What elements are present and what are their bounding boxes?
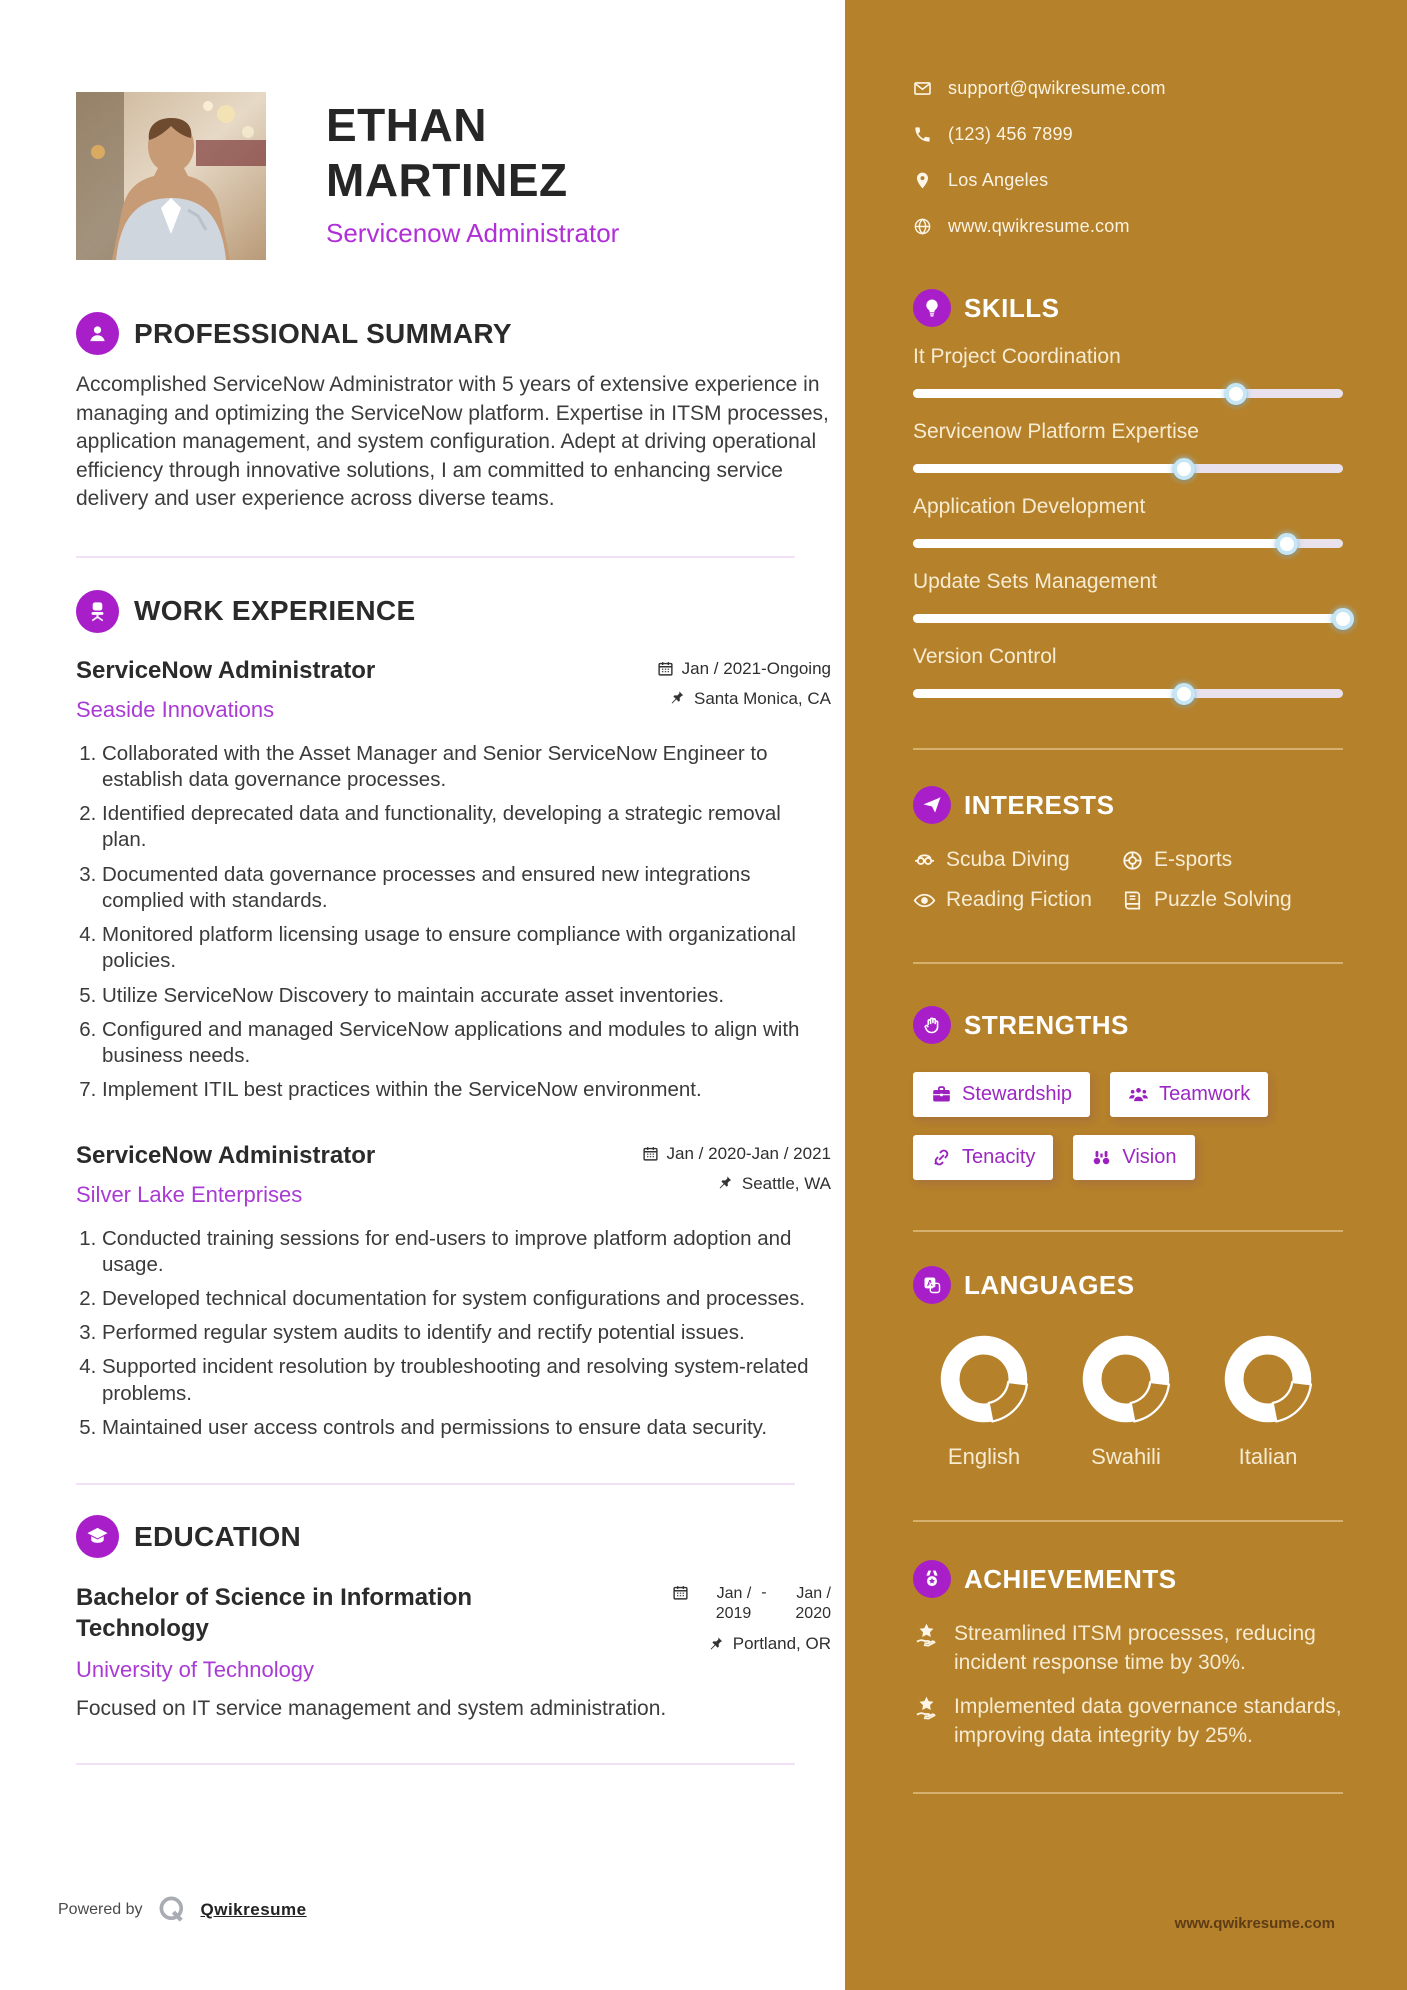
language-item (1055, 1332, 1197, 1470)
candidate-name: ETHAN MARTINEZ (326, 99, 568, 207)
job-bullet: 5. Utilize ServiceNow Discovery to maintain accurate asset inventories. (102, 983, 811, 1009)
skill-slider[interactable] (913, 389, 1343, 398)
q-logo-icon (155, 1893, 189, 1927)
svg-text:A: A (926, 1277, 933, 1288)
language-item (913, 1332, 1055, 1470)
slider-fill (913, 464, 1184, 473)
skills-heading: SKILLS (964, 292, 1060, 323)
date-separator: - (761, 1584, 767, 1602)
slider-fill (913, 389, 1236, 398)
languages-heading: LANGUAGES (964, 1269, 1135, 1300)
interest-item (1121, 848, 1343, 872)
strength-chip (913, 1072, 1090, 1117)
job-bullet: 5. Maintained user access controls and permissions to ensure data security. (102, 1415, 811, 1441)
language-item (1197, 1332, 1339, 1470)
interests-list (913, 848, 1343, 912)
slider-fill (913, 614, 1343, 623)
esports-icon (1121, 849, 1144, 872)
paper-plane-icon (922, 795, 942, 815)
language-donut-chart (1221, 1332, 1315, 1426)
slider-handle[interactable] (1173, 458, 1195, 480)
languages-list (913, 1332, 1343, 1470)
pushpin-icon (708, 1636, 725, 1653)
summary-heading: PROFESSIONAL SUMMARY (134, 317, 512, 349)
degree-title: Bachelor of Science in Information Technology (76, 1584, 473, 1643)
school-name: University of Technology (76, 1656, 315, 1682)
strength-chip (1073, 1135, 1194, 1180)
interest-label: Scuba Diving (946, 848, 1070, 871)
scuba-diving-icon (913, 849, 936, 872)
skills-badge (913, 289, 951, 327)
interest-label: Reading Fiction (946, 888, 1092, 911)
job-bullet: 2. Identified deprecated data and functionality, developing a strategic removal plan. (102, 801, 811, 853)
job-location: Seattle, WA (741, 1173, 831, 1193)
strength-label: Stewardship (962, 1083, 1073, 1105)
calendar-icon (657, 660, 674, 677)
strength-label: Teamwork (1159, 1083, 1251, 1105)
interest-item (1121, 888, 1343, 912)
contact-list (913, 78, 1343, 237)
job-bullet: 6. Configured and managed ServiceNow applications and modules to align with business needs. (102, 1017, 811, 1069)
slider-fill (913, 539, 1287, 548)
skill-slider[interactable] (913, 689, 1343, 698)
summary-section (76, 312, 831, 514)
interests-badge (913, 786, 951, 824)
contact-text: Los Angeles (948, 170, 1049, 190)
summary-badge (76, 312, 119, 355)
skill-item (913, 345, 1343, 398)
contact-item[interactable] (913, 124, 1343, 145)
tenacity-icon (931, 1147, 952, 1168)
medal-icon (922, 1569, 942, 1589)
job-company: Silver Lake Enterprises (76, 1181, 303, 1207)
strength-chip (1110, 1072, 1268, 1117)
contact-item[interactable] (913, 78, 1343, 99)
achievements-section (913, 1560, 1343, 1750)
powered-by-label: Powered by (58, 1901, 143, 1918)
contact-item[interactable] (913, 170, 1343, 191)
skill-label: Version Control (913, 645, 1057, 668)
sidebar-divider (913, 1792, 1343, 1794)
identity-block (326, 92, 686, 260)
calendar-icon (672, 1584, 689, 1601)
achievements-list (913, 1620, 1343, 1750)
pushpin-icon (669, 690, 686, 707)
job-bullet: 7. Implement ITIL best practices within the ServiceNow environment. (102, 1077, 811, 1103)
job-title: ServiceNow Administrator (76, 656, 376, 684)
strength-label: Vision (1122, 1146, 1177, 1168)
profile-header (76, 92, 831, 260)
achievement-text: Implemented data governance standards, improving data integrity by 25%. (954, 1695, 1342, 1747)
job-entry (76, 657, 831, 1104)
strengths-heading: STRENGTHS (964, 1009, 1129, 1040)
sidebar-divider (913, 962, 1343, 964)
section-divider (76, 1483, 795, 1485)
job-location: Santa Monica, CA (693, 688, 831, 708)
experience-section (76, 590, 831, 1441)
calendar-icon (642, 1145, 659, 1162)
fist-icon (922, 1015, 942, 1035)
achievements-heading: ACHIEVEMENTS (964, 1563, 1177, 1594)
job-bullet: 4. Supported incident resolution by troubleshooting and resolving system-related problems. (102, 1354, 811, 1406)
skill-label: It Project Coordination (913, 345, 1121, 368)
skills-section (913, 289, 1343, 698)
edu-end-date: Jan / 2020 (795, 1585, 831, 1623)
graduation-cap-icon (86, 1525, 109, 1548)
job-dates: Jan / 2021-Ongoing (681, 658, 831, 678)
contact-text: www.qwikresume.com (948, 216, 1130, 236)
interests-heading: INTERESTS (964, 789, 1115, 820)
summary-text: Accomplished ServiceNow Administrator with 5 years of extensive experience in managing and optimizing the ServiceNow platform. Expertise in ITSM processes, application management, and system configuration. Adept at driving operational efficiency through innovative solutions, I am committed to enhancing service delivery and user experience across diverse teams. (76, 373, 829, 511)
languages-section (913, 1266, 1343, 1470)
achievements-badge (913, 1560, 951, 1598)
email-icon (913, 79, 932, 98)
skill-item (913, 495, 1343, 548)
job-bullet: 1. Collaborated with the Asset Manager and Senior ServiceNow Engineer to establish data governance processes. (102, 741, 811, 793)
education-heading: EDUCATION (134, 1520, 302, 1552)
contact-item[interactable] (913, 216, 1343, 237)
briefcase-icon (931, 1084, 952, 1105)
job-entry (76, 1142, 831, 1442)
globe-icon (913, 217, 932, 236)
experience-badge (76, 590, 119, 633)
vision-icon (1091, 1147, 1112, 1168)
job-bullet: 4. Monitored platform licensing usage to ensure compliance with organizational policies. (102, 922, 811, 974)
job-title: ServiceNow Administrator (76, 1141, 376, 1169)
location-pin-icon (913, 171, 932, 190)
jobs-list (76, 657, 831, 1441)
language-label: English (947, 1444, 1021, 1469)
job-bullet: 3. Documented data governance processes and ensured new integrations complied with standards. (102, 862, 811, 914)
job-bullet: 3. Performed regular system audits to identify and rectify potential issues. (102, 1320, 811, 1346)
strength-label: Tenacity (962, 1146, 1036, 1168)
job-company: Seaside Innovations (76, 696, 275, 722)
puzzle-solving-icon (1121, 889, 1144, 912)
education-section (76, 1515, 831, 1720)
interest-label: Puzzle Solving (1154, 888, 1292, 911)
section-divider (76, 556, 795, 558)
phone-icon (913, 125, 932, 144)
achievement-item (913, 1620, 1343, 1677)
edu-location: Portland, OR (732, 1634, 831, 1654)
edu-start-date: Jan / 2019 (715, 1585, 752, 1623)
skill-label: Servicenow Platform Expertise (913, 420, 1199, 443)
star-hand-icon (913, 1695, 940, 1722)
skill-label: Update Sets Management (913, 570, 1157, 593)
sidebar-divider (913, 1230, 1343, 1232)
brand-link[interactable]: Qwikresume (200, 1900, 307, 1919)
achievement-text: Streamlined ITSM processes, reducing incident response time by 30%. (954, 1622, 1316, 1674)
lightbulb-icon (922, 298, 942, 318)
interest-label: E-sports (1154, 848, 1233, 871)
skill-item (913, 570, 1343, 623)
contact-text: (123) 456 7899 (948, 124, 1073, 144)
skill-slider[interactable] (913, 539, 1343, 548)
job-dates: Jan / 2020-Jan / 2021 (666, 1143, 831, 1163)
contact-text: support@qwikresume.com (948, 78, 1166, 98)
powered-by-footer (58, 1893, 307, 1927)
education-badge (76, 1515, 119, 1558)
job-bullets (76, 741, 811, 1104)
strengths-section (913, 1006, 1343, 1180)
slider-handle[interactable] (1173, 683, 1195, 705)
section-divider (76, 1763, 795, 1765)
job-bullets (76, 1226, 811, 1442)
slider-handle[interactable] (1276, 533, 1298, 555)
office-chair-icon (86, 600, 109, 623)
education-note: Focused on IT service management and system administration. (76, 1696, 667, 1720)
profile-photo (76, 92, 266, 260)
language-label: Italian (1238, 1444, 1298, 1469)
language-label: Swahili (1091, 1444, 1161, 1469)
skill-item (913, 645, 1343, 698)
teamwork-icon (1128, 1084, 1149, 1105)
reading-fiction-icon (913, 889, 936, 912)
translate-icon (922, 1275, 942, 1295)
skill-label: Application Development (913, 495, 1146, 518)
pushpin-icon (717, 1175, 734, 1192)
site-link[interactable]: www.qwikresume.com (1174, 1915, 1335, 1932)
strengths-badge (913, 1006, 951, 1044)
language-donut-chart (937, 1332, 1031, 1426)
slider-handle[interactable] (1225, 383, 1247, 405)
interest-item (913, 888, 1121, 912)
interests-section (913, 786, 1343, 912)
sidebar-divider (913, 1520, 1343, 1522)
skill-slider[interactable] (913, 464, 1343, 473)
job-bullet: 1. Conducted training sessions for end-users to improve platform adoption and usage. (102, 1226, 811, 1278)
job-bullet: 2. Developed technical documentation for system configurations and processes. (102, 1286, 811, 1312)
strengths-list (913, 1072, 1343, 1180)
slider-fill (913, 689, 1184, 698)
star-hand-icon (913, 1622, 940, 1649)
skills-list (913, 345, 1343, 698)
strength-chip (913, 1135, 1053, 1180)
slider-handle[interactable] (1332, 608, 1354, 630)
interest-item (913, 848, 1121, 872)
achievement-item (913, 1693, 1343, 1750)
candidate-title: Servicenow Administrator (326, 218, 620, 249)
language-donut-chart (1079, 1332, 1173, 1426)
person-icon (86, 322, 109, 345)
skill-slider[interactable] (913, 614, 1343, 623)
skill-item (913, 420, 1343, 473)
sidebar (845, 0, 1407, 1990)
experience-heading: WORK EXPERIENCE (134, 595, 416, 627)
sidebar-divider (913, 748, 1343, 750)
languages-badge (913, 1266, 951, 1304)
